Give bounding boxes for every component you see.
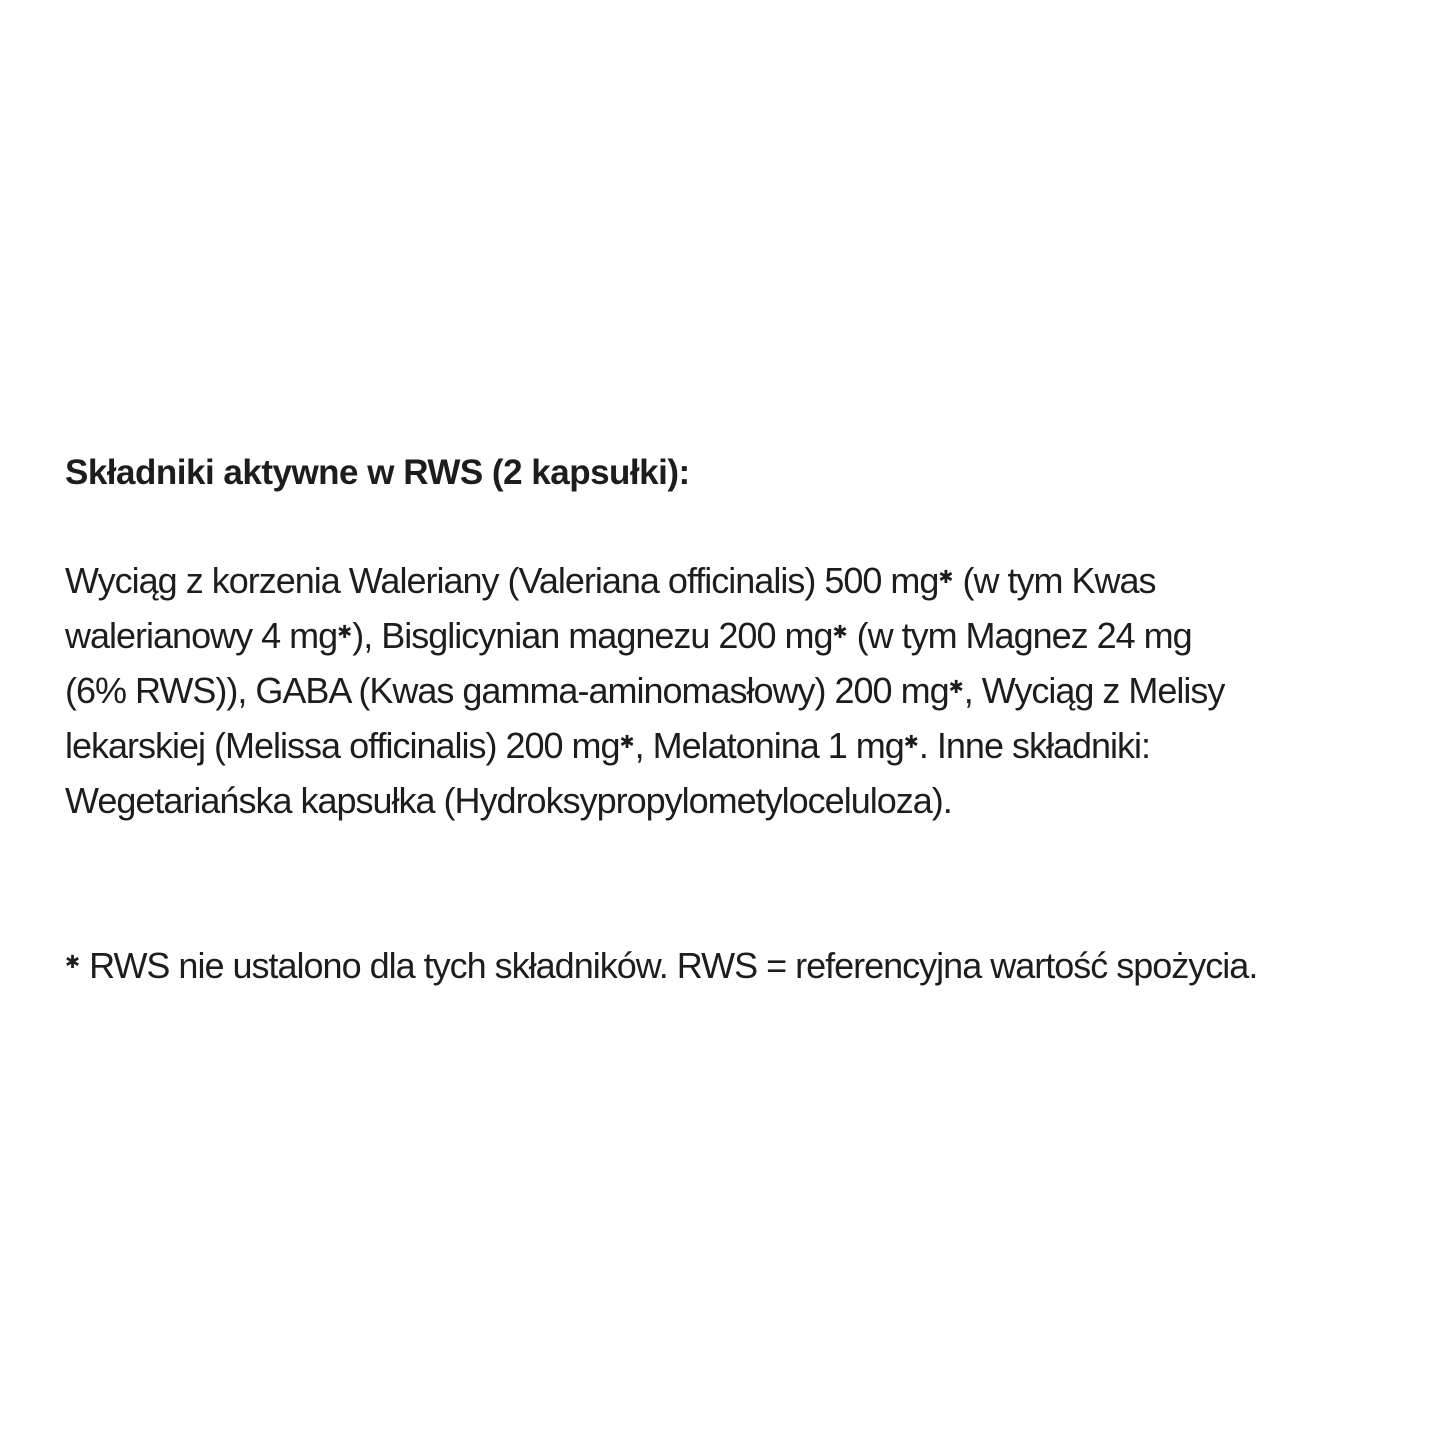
ingredients-paragraph bbox=[65, 553, 1405, 828]
label-text-block bbox=[65, 0, 1405, 993]
reference-mark-icon: ✱ bbox=[832, 622, 848, 643]
reference-mark-icon: ✱ bbox=[65, 952, 81, 973]
active-ingredients-heading: Składniki aktywne w RWS (2 kapsułki): bbox=[65, 453, 690, 492]
ingredients-line: (6% RWS)), GABA (Kwas gamma-aminomasłowy) 200 mg✱, Wyciąg z Melisy bbox=[65, 670, 1225, 711]
rws-footnote: ✱ RWS nie ustalono dla tych składników. RWS = referencyjna wartość spożycia. bbox=[65, 945, 1258, 986]
ingredients-line: Wyciąg z korzenia Waleriany (Valeriana officinalis) 500 mg✱ (w tym Kwas bbox=[65, 560, 1156, 601]
reference-mark-icon: ✱ bbox=[938, 567, 954, 588]
reference-mark-icon: ✱ bbox=[619, 732, 635, 753]
reference-mark-icon: ✱ bbox=[948, 677, 964, 698]
ingredients-line: Wegetariańska kapsułka (Hydroksypropylometyloceluloza). bbox=[65, 780, 952, 821]
ingredients-line: lekarskiej (Melissa officinalis) 200 mg✱, Melatonina 1 mg✱. Inne składniki: bbox=[65, 725, 1151, 766]
ingredients-line: walerianowy 4 mg✱), Bisglicynian magnezu 200 mg✱ (w tym Magnez 24 mg bbox=[65, 615, 1192, 656]
reference-mark-icon: ✱ bbox=[903, 732, 919, 753]
reference-mark-icon: ✱ bbox=[337, 622, 353, 643]
